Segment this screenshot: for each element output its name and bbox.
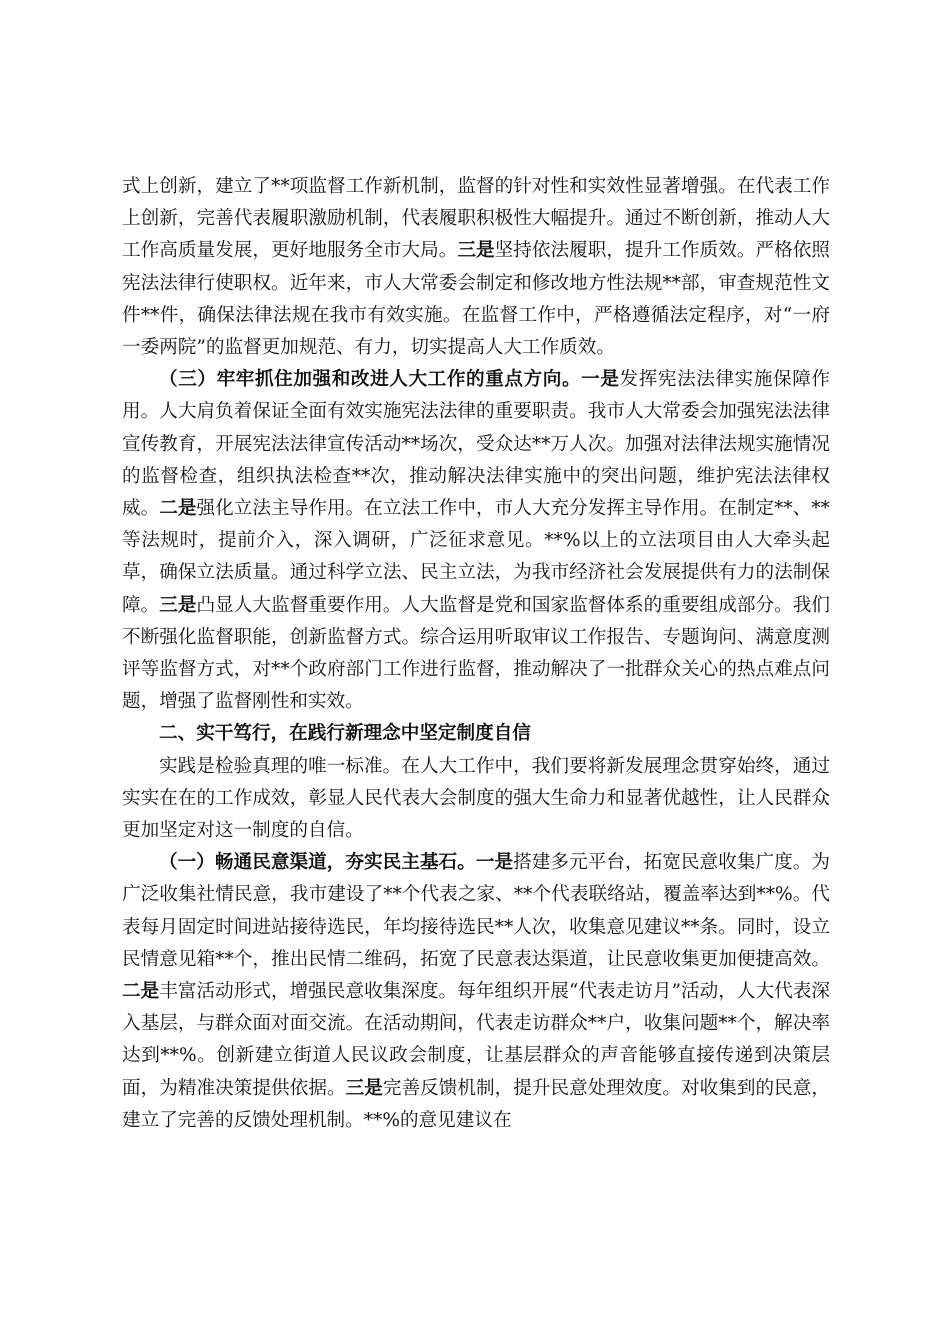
bold-run: 三是: [345, 1077, 383, 1099]
text-run: 强化立法主导作用。在立法工作中，市人大充分发挥主导作用。在制定**、**等法规时，提前介入，深入调研，广泛征求意见。**%以上的立法项目由人大牵头起草，确保立法质量。通过科学立法、民主立法，为我市经济社会发展提供有力的法制保障。: [122, 498, 830, 616]
text-run: 完善反馈机制，提升民意处理效度。对收集到的民意，建立了完善的反馈处理机制。**%的意见建议在: [122, 1077, 830, 1131]
paragraph-intro: [122, 751, 830, 848]
text-run: 搭建多元平台，拓宽民意收集广度。为广泛收集社情民意，我市建设了**个代表之家、**个代表联络站，覆盖率达到**%。代表每月固定时间进站接待选民，年均接待选民**人次，收集意见建议**条。同时，设立民情意见箱**个，推出民情二维码，拓宽了民意表达渠道，让民意收集更加便捷高效。: [122, 852, 830, 970]
bold-run: 二是: [122, 981, 160, 1003]
text-run: 实践是检验真理的唯一标准。在人大工作中，我们要将新发展理念贯穿始终，通过实实在在的工作成效，彰显人民代表大会制度的强大生命力和显著优越性，让人民群众更加坚定对这一制度的自信。: [122, 755, 830, 842]
text-run: 凸显人大监督重要作用。人大监督是党和国家监督体系的重要组成部分。我们不断强化监督职能，创新监督方式。综合运用听取审议工作报告、专题询问、满意度测评等监督方式，对**个政府部门工作进行监督，推动解决了一批群众关心的热点难点问题，增强了监督刚性和实效。: [122, 594, 830, 713]
section-heading: [122, 718, 830, 750]
bold-run: 三是: [159, 594, 197, 616]
text-run: 丰富活动形式，增强民意收集深度。每年组织开展“代表走访月”活动，人大代表深入基层，与群众面对面交流。在活动期间，代表走访群众**户，收集问题**个，解决率达到**%。创新建立街道人民议政会制度，让基层群众的声音能够直接传递到决策层面，为精准决策提供依据。: [122, 981, 830, 1099]
text-run: 发挥宪法法律实施保障作用。人大肩负着保证全面有效实施宪法法律的重要职责。我市人大常委会加强宪法法律宣传教育，开展宪法法律宣传活动**场次，受众达**万人次。加强对法律法规实施情况的监督检查，组织执法检查**次，推动解决法律实施中的突出问题，维护宪法法律权威。: [122, 369, 830, 520]
subsection-heading: （一）畅通民意渠道，夯实民主基石。一是: [159, 852, 514, 874]
paragraph-section-three: [122, 364, 830, 718]
subsection-heading: （三）牢牢抓住加强和改进人大工作的重点方向。一是: [159, 369, 620, 391]
bold-run: 三是: [457, 240, 495, 262]
text-run: 坚持依法履职，提升工作质效。严格依照宪法法律行使职权。近年来，市人大常委会制定和修改地方性法规**部，审查规范性文件**件，确保法律法规在我市有效实施。在监督工作中，严格遵循法定程序，对“一府一委两院”的监督更加规范、有力，切实提高人大工作质效。: [122, 240, 830, 359]
paragraph-innovation-continued: [122, 171, 830, 364]
text-run: 式上创新，建立了**项监督工作新机制，监督的针对性和实效性显著增强。在代表工作上创新，完善代表履职激励机制，代表履职积极性大幅提升。通过不断创新，推动人大工作高质量发展，更好地服务全市大局。: [122, 176, 830, 262]
paragraph-section-one: [122, 847, 830, 1137]
section-heading-text: 二、实干笃行，在践行新理念中坚定制度自信: [159, 723, 531, 745]
document-body: [122, 171, 830, 1137]
bold-run: 二是: [159, 498, 197, 520]
